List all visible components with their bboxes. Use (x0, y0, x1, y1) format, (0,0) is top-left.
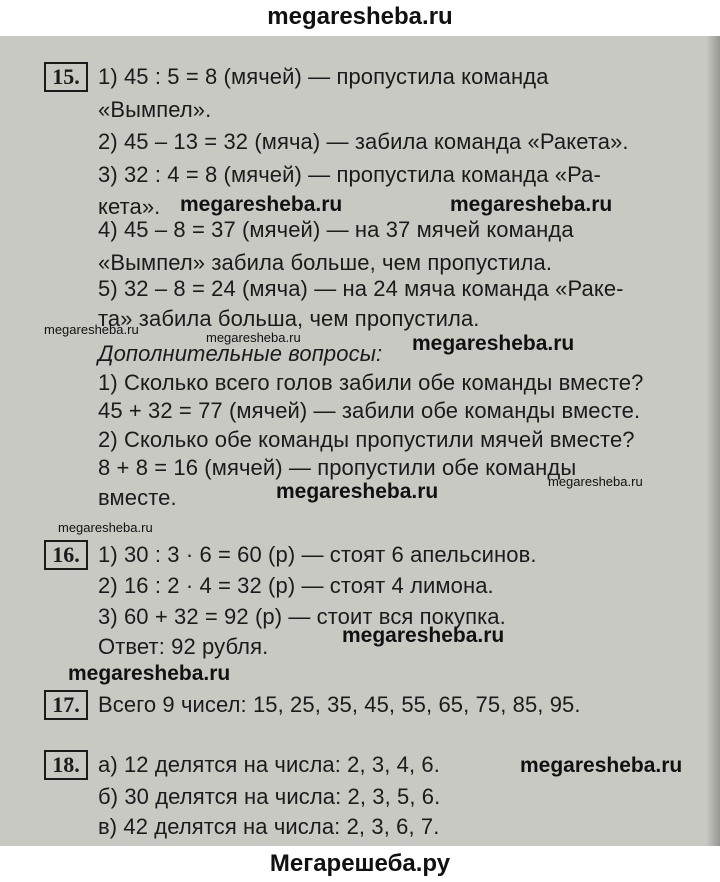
task-18-line-3: в) 42 делятся на числа: 2, 3, 6, 7. (98, 814, 440, 839)
task-15-extra-title: Дополнительные вопросы: (98, 341, 383, 366)
watermark: megaresheba.ru (520, 754, 683, 777)
task-17-line-1: Всего 9 чисел: 15, 25, 35, 45, 55, 65, 75, 85, 95. (98, 692, 581, 717)
task-15-line-2: «Вымпел». (98, 97, 212, 122)
task-16-number: 16. (44, 540, 88, 570)
task-15-number: 15. (44, 62, 88, 92)
watermark: megaresheba.ru (44, 322, 139, 337)
task-15-extra-line-2: 45 + 32 = 77 (мячей) — забили обе команды вместе. (98, 398, 641, 423)
task-16-line-3: 3) 60 + 32 = 92 (р) — стоит вся покупка. (98, 604, 506, 629)
watermark: megaresheba.ru (412, 332, 575, 355)
task-15-line-4: 3) 32 : 4 = 8 (мячей) — пропустила команда «Ра- (98, 162, 601, 187)
task-15-line-7: «Вымпел» забила больше, чем пропустила. (98, 250, 553, 275)
task-15-extra-line-1: 1) Сколько всего голов забили обе команды вместе? (98, 370, 644, 395)
task-15-line-1: 1) 45 : 5 = 8 (мячей) — пропустила команда (98, 64, 549, 89)
watermark: megaresheba.ru (206, 330, 301, 345)
task-15-line-6: 4) 45 – 8 = 37 (мячей) — на 37 мячей команда (98, 217, 574, 242)
task-16-line-4: Ответ: 92 рубля. (98, 634, 269, 659)
site-header-title: megaresheba.ru (267, 3, 453, 30)
site-header (0, 0, 720, 36)
watermark: megaresheba.ru (548, 474, 643, 489)
watermark: megaresheba.ru (450, 193, 613, 216)
textbook-page (0, 36, 720, 846)
watermark: megaresheba.ru (58, 520, 153, 535)
task-15-line-3: 2) 45 – 13 = 32 (мяча) — забила команда «Ракета». (98, 129, 629, 154)
task-18-line-2: б) 30 делятся на числа: 2, 3, 5, 6. (98, 784, 441, 809)
task-15-line-5: кета». (98, 194, 161, 219)
task-18-number: 18. (44, 750, 88, 780)
task-15-line-8: 5) 32 – 8 = 24 (мяча) — на 24 мяча команда «Раке- (98, 276, 624, 301)
task-15-extra-line-3: 2) Сколько обе команды пропустили мячей вместе? (98, 427, 635, 452)
site-footer (0, 846, 720, 882)
watermark: megaresheba.ru (276, 480, 439, 503)
task-15-extra-line-4: 8 + 8 = 16 (мячей) — пропустили обе команды (98, 455, 577, 480)
watermark: megaresheba.ru (180, 193, 343, 216)
site-footer-title: Мегарешеба.ру (269, 850, 451, 877)
watermark: megaresheba.ru (68, 662, 231, 685)
task-17-number: 17. (44, 690, 88, 720)
task-15-extra-line-5: вместе. (98, 485, 177, 510)
task-16-line-1: 1) 30 : 3 · 6 = 60 (р) — стоят 6 апельсинов. (98, 542, 537, 567)
task-18-line-1: а) 12 делятся на числа: 2, 3, 4, 6. (98, 752, 440, 777)
task-16-line-2: 2) 16 : 2 · 4 = 32 (р) — стоят 4 лимона. (98, 573, 494, 598)
watermark: megaresheba.ru (342, 624, 505, 647)
task-15-line-9: та» забила больша, чем пропустила. (98, 306, 480, 331)
